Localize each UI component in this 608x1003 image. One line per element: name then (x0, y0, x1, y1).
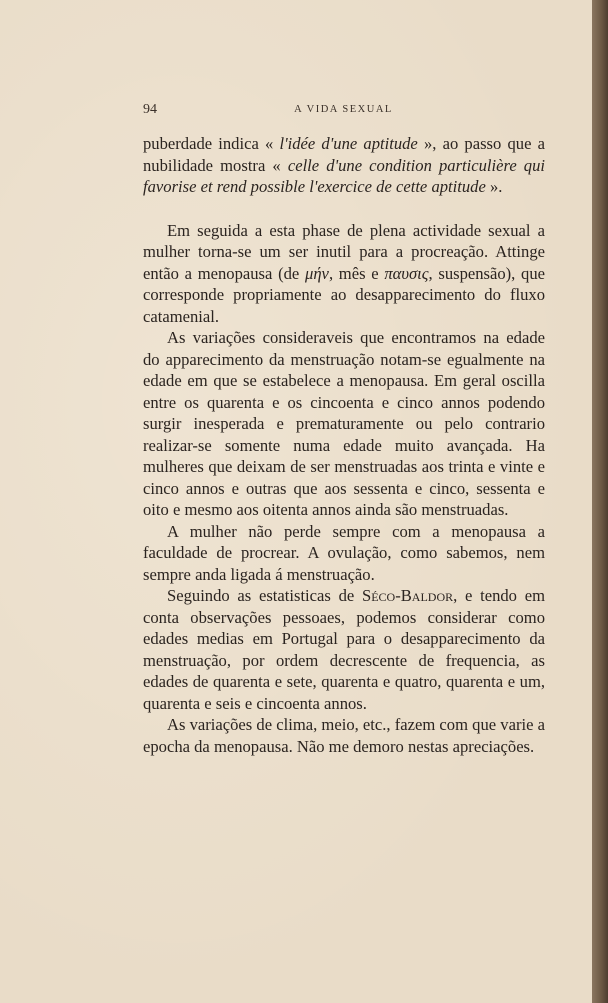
p2-greek-men: μήν (305, 263, 329, 283)
p5-author-name: Séco-Baldor (361, 586, 454, 605)
page-edge (592, 0, 608, 1003)
p2-text-a: Em seguida a esta phase de plena actividade sexual a mulher torna-se um ser inutil para a procreação. Attinge então a menopausa (de (143, 220, 545, 283)
paragraph-3: As variações consideraveis que encontramos na edade do apparecimento da menstruação notam-se egualmente na edade em que se estabelece a menopausa. Em geral oscilla entre os quarenta e os cincoenta e cinco annos podendo surgir inesperada e prematuramente ou pelo contrario realizar-se somente numa edade muito avançada. Ha mulheres que deixam de ser menstruadas aos trinta e vinte e cinco annos e outras que aos sessenta e cinco, sessenta e oito e mesmo aos oitenta annos ainda são menstruadas. (143, 328, 545, 519)
p5-text-c: , e tendo em conta observações pessoaes, podemos considerar como edades medias em Portugal para o desapparecimento da menstruação, por ordem decrescente de frequencia, as edades de quarenta e sete, quarenta e quatro, quarenta e um, quarenta e seis e cincoenta annos. (143, 586, 545, 713)
p5-text-a: Seguindo as estatisticas de (167, 586, 362, 605)
p1-quote-2: celle d'une condition particulière qui favorise et rend possible l'exercice de cette aptitude (143, 155, 546, 196)
p2-text-c: , mês e (328, 263, 385, 283)
p2-text-e: , suspensão), que corresponde propriamente ao desapparecimento do fluxo catamenial. (143, 263, 545, 326)
paragraph-4: A mulher não perde sempre com a menopausa a faculdade de procrear. A ovulação, como sabemos, nem sempre anda ligada á menstruação. (143, 521, 545, 584)
paragraph-2 (143, 220, 545, 328)
p1-quote-1: l'idée d'une aptitude (279, 134, 418, 153)
paragraph-6: As variações de clima, meio, etc., fazem com que varie a epocha da menopausa. Não me demoro nestas apreciações. (143, 715, 545, 756)
p2-greek-pausis: παυσις (384, 263, 429, 283)
paragraph-5 (143, 585, 545, 714)
paragraph-1 (143, 133, 545, 198)
p1-text-e: ». (485, 177, 503, 196)
page-header (143, 102, 544, 122)
running-title: A VIDA SEXUAL (294, 104, 393, 115)
p1-text-c: », ao passo que a nubilidade mostra « (143, 134, 545, 175)
body-text (143, 133, 545, 757)
page-number: 94 (143, 102, 157, 117)
p1-text-a: puberdade indica « (143, 134, 280, 153)
